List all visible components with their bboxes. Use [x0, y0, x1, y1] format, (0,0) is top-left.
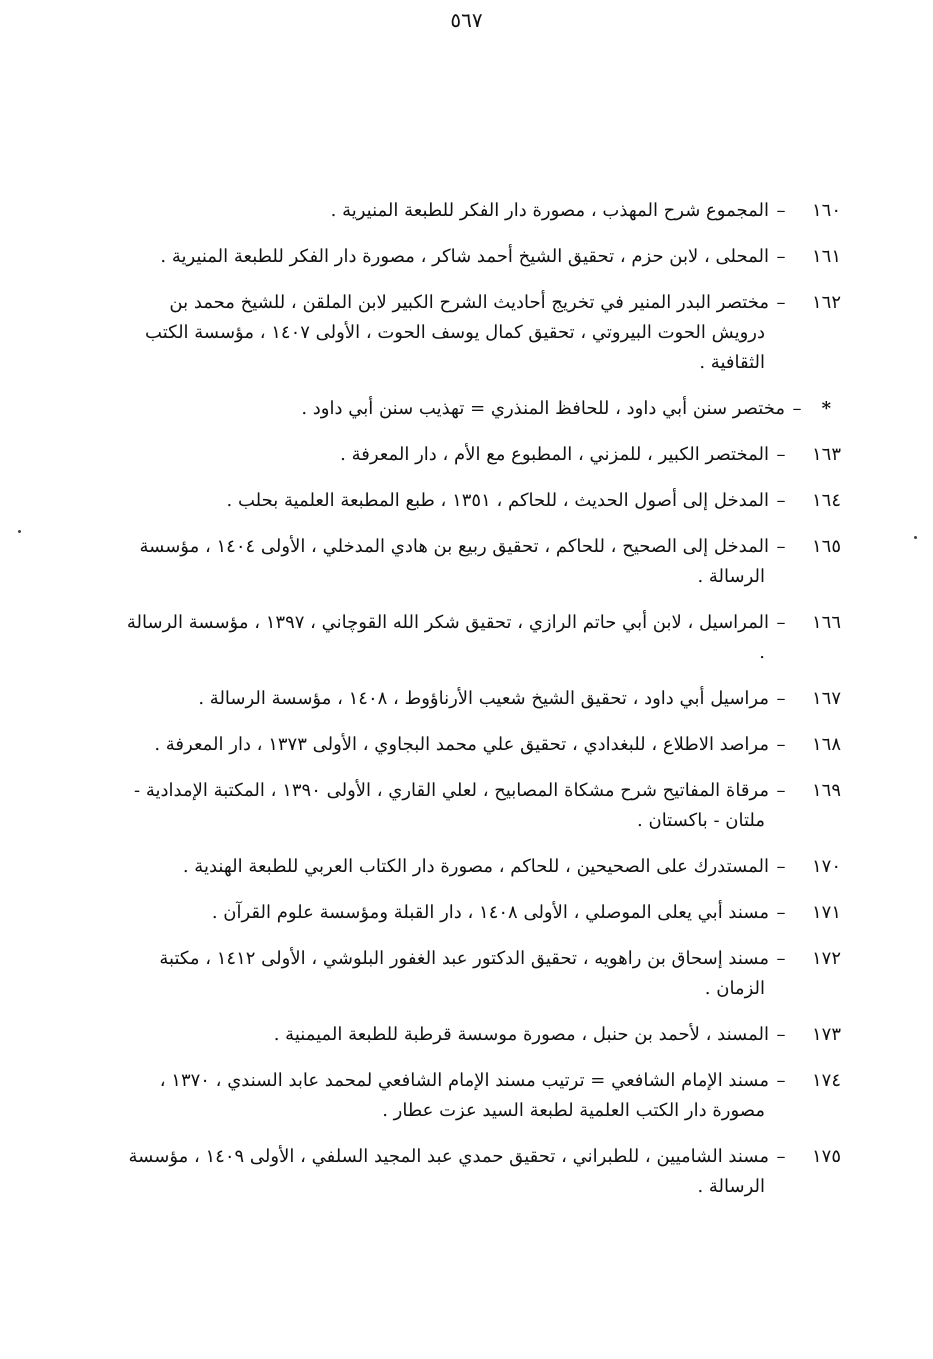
entry-text: المدخل إلى أصول الحديث ، للحاكم ، ١٣٥١ ، طبع المطبعة العلمية بحلب . [226, 490, 769, 511]
entry-text: مسند إسحاق بن راهويه ، تحقيق الدكتور عبد الغفور البلوشي ، الأولى ١٤١٢ ، مكتبة الزمان . [159, 948, 769, 999]
entry-number: ١٧٢ [811, 948, 841, 969]
entry-dash: – [776, 200, 786, 221]
bibliography-entry-163 [121, 440, 841, 470]
entry-dash: – [776, 292, 786, 313]
entry-dash: – [776, 246, 786, 267]
entry-dash: – [776, 1146, 786, 1167]
entry-number: ١٦٤ [811, 490, 841, 511]
bibliography-entry-169 [121, 776, 841, 836]
entry-number: ١٦٢ [811, 292, 841, 313]
entry-dash: – [776, 1024, 786, 1045]
entry-text: مراسيل أبي داود ، تحقيق الشيخ شعيب الأرناؤوط ، ١٤٠٨ ، مؤسسة الرسالة . [198, 688, 769, 709]
entry-number: ١٦٠ [811, 200, 841, 221]
entry-number: ١٦٨ [811, 734, 841, 755]
entry-dash: – [776, 856, 786, 877]
bibliography-entry-171 [121, 898, 841, 928]
entry-text: المراسيل ، لابن أبي حاتم الرازي ، تحقيق شكر الله القوچاني ، ١٣٩٧ ، مؤسسة الرسالة . [126, 612, 769, 663]
entry-number: ١٧١ [811, 902, 841, 923]
entry-text: مسند أبي يعلى الموصلي ، الأولى ١٤٠٨ ، دار القبلة ومؤسسة علوم القرآن . [211, 902, 769, 923]
entry-dash: – [776, 612, 786, 633]
bibliography-entry-166 [121, 608, 841, 668]
entry-number: ١٧٥ [811, 1146, 841, 1167]
bibliography-entry-164 [121, 486, 841, 516]
bibliography-entry-161 [121, 242, 841, 272]
entry-dash: – [776, 780, 786, 801]
bibliography-entry-160 [121, 196, 841, 226]
entry-number: ١٧٠ [811, 856, 841, 877]
entry-dash: – [776, 948, 786, 969]
entry-dash: – [776, 490, 786, 511]
entry-text: مرقاة المفاتيح شرح مشكاة المصابيح ، لعلي القاري ، الأولى ١٣٩٠ ، المكتبة الإمدادية - ملتان - باكستان . [134, 780, 769, 831]
entry-text: المدخل إلى الصحيح ، للحاكم ، تحقيق ربيع بن هادي المدخلي ، الأولى ١٤٠٤ ، مؤسسة الرسالة . [139, 536, 769, 587]
entry-number: ١٦٧ [811, 688, 841, 709]
entry-text: مسند الشاميين ، للطبراني ، تحقيق حمدي عبد المجيد السلفي ، الأولى ١٤٠٩ ، مؤسسة الرسالة . [128, 1146, 769, 1197]
entry-dash: – [776, 1070, 786, 1091]
entry-text: المسند ، لأحمد بن حنبل ، مصورة موسسة قرطبة للطبعة الميمنية . [273, 1024, 769, 1045]
bibliography-entry-172 [121, 944, 841, 1004]
bibliography-entry-175 [121, 1142, 841, 1202]
entry-text: مختصر سنن أبي داود ، للحافظ المنذري = تهذيب سنن أبي داود . [301, 398, 785, 419]
entry-dash: – [776, 444, 786, 465]
bibliography-entry-165 [121, 532, 841, 592]
bibliography-entry-cross-reference [121, 394, 841, 424]
entry-dash: – [776, 734, 786, 755]
entry-number: ١٧٤ [811, 1070, 841, 1091]
entry-text: المستدرك على الصحيحين ، للحاكم ، مصورة دار الكتاب العربي للطبعة الهندية . [182, 856, 769, 877]
asterisk-icon: * [821, 398, 831, 419]
bibliography-entry-170 [121, 852, 841, 882]
entry-number: ١٦٣ [811, 444, 841, 465]
page-number: ٥٦٧ [450, 8, 483, 32]
entry-dash: – [776, 688, 786, 709]
scan-speck [18, 530, 21, 533]
bibliography-entry-168 [121, 730, 841, 760]
entry-text: المجموع شرح المهذب ، مصورة دار الفكر للطبعة المنيرية . [330, 200, 769, 221]
entry-text: المختصر الكبير ، للمزني ، المطبوع مع الأم ، دار المعرفة . [340, 444, 769, 465]
entry-text: مسند الإمام الشافعي = ترتيب مسند الإمام الشافعي لمحمد عابد السندي ، ١٣٧٠ ، مصورة دار الكتب العلمية لطبعة السيد عزت عطار . [159, 1070, 769, 1121]
entry-number: ١٦٥ [811, 536, 841, 557]
entry-number: ١٦١ [811, 246, 841, 267]
entry-dash: – [792, 398, 802, 419]
entry-dash: – [776, 902, 786, 923]
bibliography-entry-173 [121, 1020, 841, 1050]
entry-text: مختصر البدر المنير في تخريج أحاديث الشرح الكبير لابن الملقن ، للشيخ محمد بن درويش الحوت البيروتي ، تحقيق كمال يوسف الحوت ، الأولى ١٤٠٧ ، مؤسسة الكتب الثقافية . [145, 292, 769, 373]
bibliography-entry-174 [121, 1066, 841, 1126]
entry-number: ١٦٦ [811, 612, 841, 633]
entry-text: المحلى ، لابن حزم ، تحقيق الشيخ أحمد شاكر ، مصورة دار الفكر للطبعة المنيرية . [160, 246, 769, 267]
bibliography-entry-167 [121, 684, 841, 714]
entry-number: ١٦٩ [811, 780, 841, 801]
entry-dash: – [776, 536, 786, 557]
bibliography-entry-162 [121, 288, 841, 378]
bibliography-list [121, 196, 841, 1218]
scan-speck [914, 536, 917, 539]
entry-number: ١٧٣ [811, 1024, 841, 1045]
entry-text: مراصد الاطلاع ، للبغدادي ، تحقيق علي محمد البجاوي ، الأولى ١٣٧٣ ، دار المعرفة . [154, 734, 769, 755]
